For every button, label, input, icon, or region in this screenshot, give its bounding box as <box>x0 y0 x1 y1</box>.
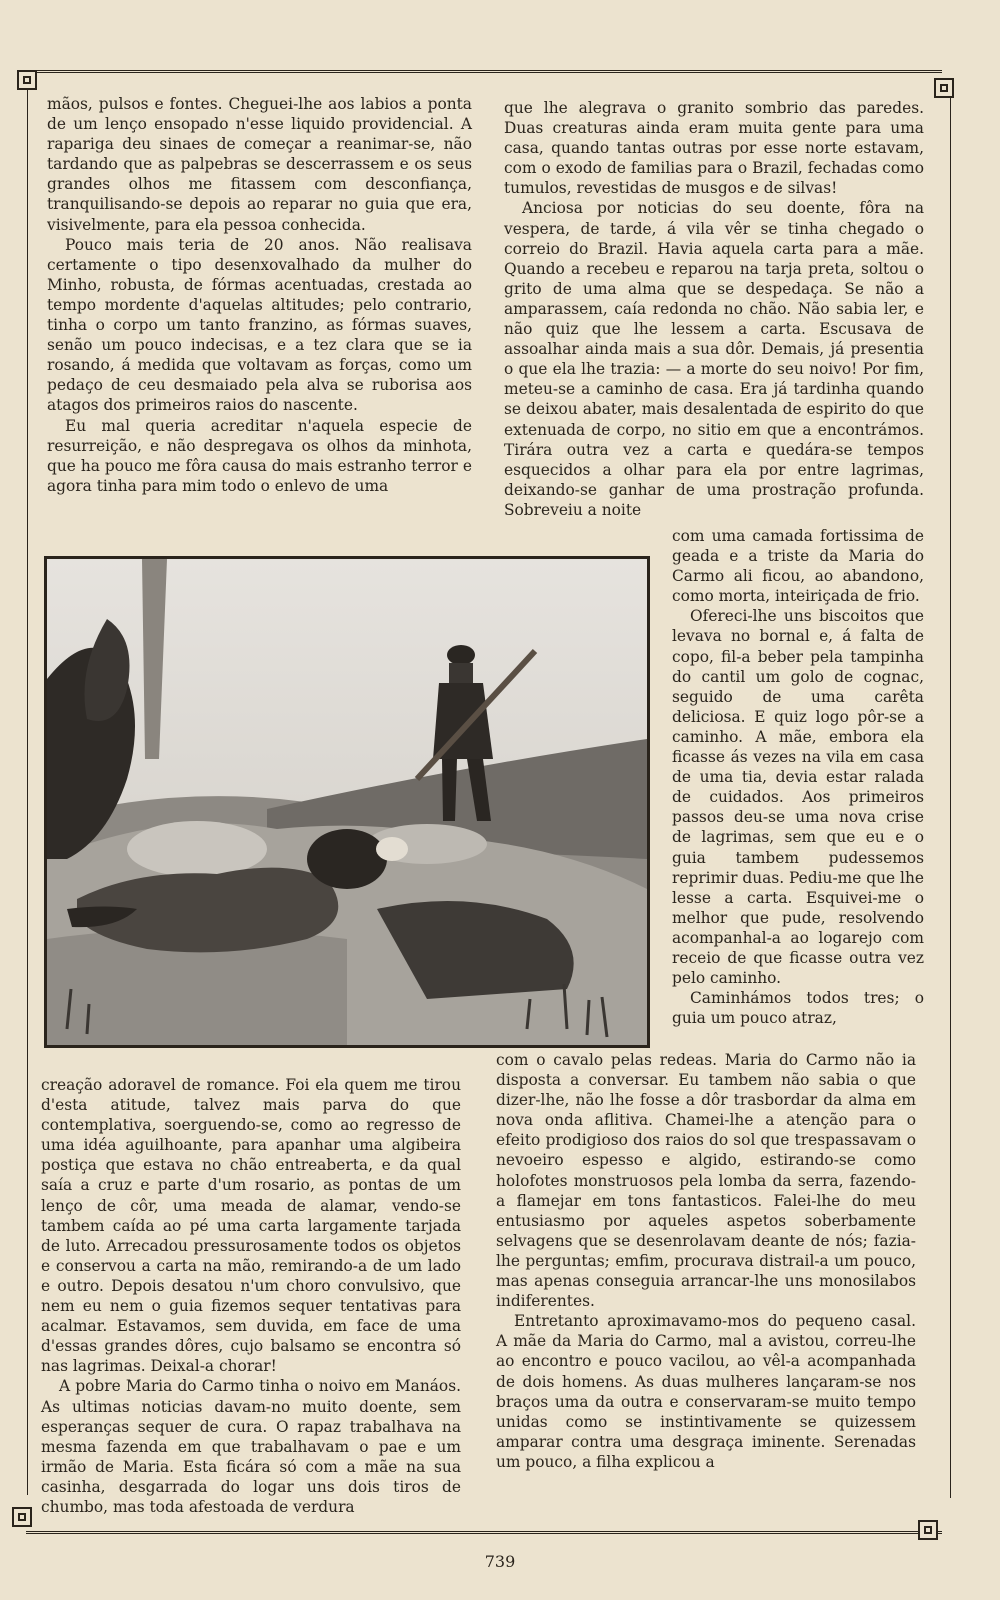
paragraph: que lhe alegrava o granito sombrio das paredes. Duas creaturas ainda eram muita gente para uma casa, quando tantas outras por esse norte estavam, com o exodo de familias para o Brazil, fechadas como tumulos, revestidas de musgos e de silvas! <box>504 99 924 198</box>
paragraph: Eu mal queria acreditar n'aquela especie de resurreição, e não despregava os olhos da minhota, que ha pouco me fôra causa do mais estranho terror e agora tinha para mim todo o enlevo de uma <box>47 416 472 495</box>
paragraph: A pobre Maria do Carmo tinha o noivo em Manáos. As ultimas noticias davam-no muito doente, sem esperanças sequer de cura. O rapaz trabalhava na mesma fazenda em que trabalhavam o pae e um irmão de Maria. Esta ficára só com a mãe na sua casinha, desgarrada do logar uns dois tiros de chumbo, mas toda afestoada de verdura <box>41 1377 461 1516</box>
frame-left-border <box>27 90 28 1495</box>
paragraph: Ofereci-lhe uns biscoitos que levava no bornal e, á falta de copo, fil-a beber pela tampinha do cantil um golo de cognac, seguido de uma carêta deliciosa. E quiz logo pôr-se a caminho. A mãe, embora ela ficasse ás vezes na vila em casa de uma tia, devia estar ralada de cuidados. Aos primeiros passos deu-se uma nova crise de lagrimas, sem que eu e o guia tambem pudessemos reprimir duas. Pediu-me que lhe lesse a carta. Esquivei-me o melhor que pude, resolvendo acompanhal-a ao logarejo com receio de que ficasse outra vez pelo caminho. <box>672 607 924 988</box>
right-column-bottom <box>496 1050 916 1472</box>
illustration-drawing <box>47 559 647 1045</box>
paragraph: mãos, pulsos e fontes. Cheguei-lhe aos labios a ponta de um lenço ensopado n'esse liquido providencial. A rapariga deu sinaes de começar a reanimar-se, não tardando que as palpebras se descerrassem e os seus grandes olhos me fitassem com desconfiança, tranquilisando-se depois ao reparar no guia que era, visivelmente, para ela pessoa conhecida. <box>47 95 472 234</box>
right-column-top <box>504 98 924 520</box>
corner-ornament-icon <box>918 1520 938 1540</box>
corner-ornament-icon <box>934 78 954 98</box>
paragraph: Entretanto aproximavamo-mos do pequeno casal. A mãe da Maria do Carmo, mal a avistou, correu-lhe ao encontro e pouco vacilou, ao vêl-a acompanhada de dois homens. As duas mulheres lançaram-se nos braços uma da outra e conservaram-se muito tempo unidas como se instintivamente se quizessem amparar contra uma desgraça iminente. Serenadas um pouco, a filha explicou a <box>496 1312 916 1471</box>
left-column-top <box>47 94 472 496</box>
paragraph: Pouco mais teria de 20 anos. Não realisava certamente o tipo desenxovalhado da mulher do Minho, robusta, de fórmas acentuadas, crestada ao tempo mordente d'aquelas altitudes; pelo contrario, tinha o corpo um tanto franzino, as fórmas suaves, senão um pouco indecisas, e a tez clara que se ia rosando, á medida que voltavam as forças, como um pedaço de ceu desmaiado pela alva se ruborisa aos atagos dos primeiros raios do nascente. <box>47 235 472 415</box>
paragraph: Anciosa por noticias do seu doente, fôra na vespera, de tarde, á vila vêr se tinha chegado o correio do Brazil. Havia aquela carta para a mãe. Quando a recebeu e reparou na tarja preta, soltou o grito de uma alma que se despedaça. Se não a amparassem, caía redonda no chão. Não sabia ler, e não quiz que lhe lessem a carta. Escusava de assoalhar ainda mais a sua dôr. Demais, já presentia o que ela lhe trazia: — a morte do seu noivo! Por fim, meteu-se a caminho de casa. Era já tardinha quando se deixou abater, mais desalentada de espirito do que extenuada de corpo, no sitio em que a encontrámos. Tirára outra vez a carta e quedára-se tempos esquecidos a olhar para ela por entre lagrimas, deixando-se ganhar de uma prostração profunda. Sobreveiu a noite <box>504 199 924 519</box>
frame-top-border <box>26 70 942 73</box>
frame-right-border <box>950 98 951 1498</box>
paragraph: Caminhámos todos tres; o guia um pouco atraz, <box>672 989 924 1028</box>
corner-ornament-icon <box>12 1507 32 1527</box>
left-column-bottom <box>41 1075 461 1517</box>
story-illustration <box>44 556 650 1048</box>
page-number: 739 <box>484 1552 516 1571</box>
corner-ornament-icon <box>17 70 37 90</box>
right-column-middle <box>672 526 924 1028</box>
paragraph: creação adoravel de romance. Foi ela quem me tirou d'esta atitude, talvez mais parva do que contemplativa, soerguendo-se, como ao regresso de uma idéa aguilhoante, para apanhar uma algibeira postiça que estava no chão entreaberta, e da qual saía a cruz e parte d'um rosario, as pontas de um lenço de côr, uma meada de alamar, vendo-se tambem caída ao pé uma carta largamente tarjada de luto. Arrecadou pressurosamente todos os objetos e conservou a carta na mão, remirando-a de um lado e outro. Depois desatou n'um choro convulsivo, que nem eu nem o guia fizemos sequer tentativas para acalmar. Estavamos, sem duvida, em face de uma d'essas grandes dôres, cujo balsamo se encontra só nas lagrimas. Deixal-a chorar! <box>41 1076 461 1376</box>
frame-bottom-border <box>26 1531 942 1534</box>
paragraph: com o cavalo pelas redeas. Maria do Carmo não ia disposta a conversar. Eu tambem não sabia o que dizer-lhe, não lhe fosse a dôr trasbordar da alma em nova onda aflitiva. Chamei-lhe a atenção para o efeito prodigioso dos raios do sol que trespassavam o nevoeiro espesso e algido, estirando-se como holofotes monstruosos pela lomba da serra, fazendo-a flamejar em tons fantasticos. Falei-lhe do meu entusiasmo por aqueles aspetos soberbamente selvagens que se desenrolavam deante de nós; fazia-lhe perguntas; emfim, procurava distrail-a um pouco, mas apenas conseguia arrancar-lhe uns monosilabos indiferentes. <box>496 1051 916 1311</box>
paragraph: com uma camada fortissima de geada e a triste da Maria do Carmo ali ficou, ao abandono, como morta, inteiriçada de frio. <box>672 527 924 606</box>
